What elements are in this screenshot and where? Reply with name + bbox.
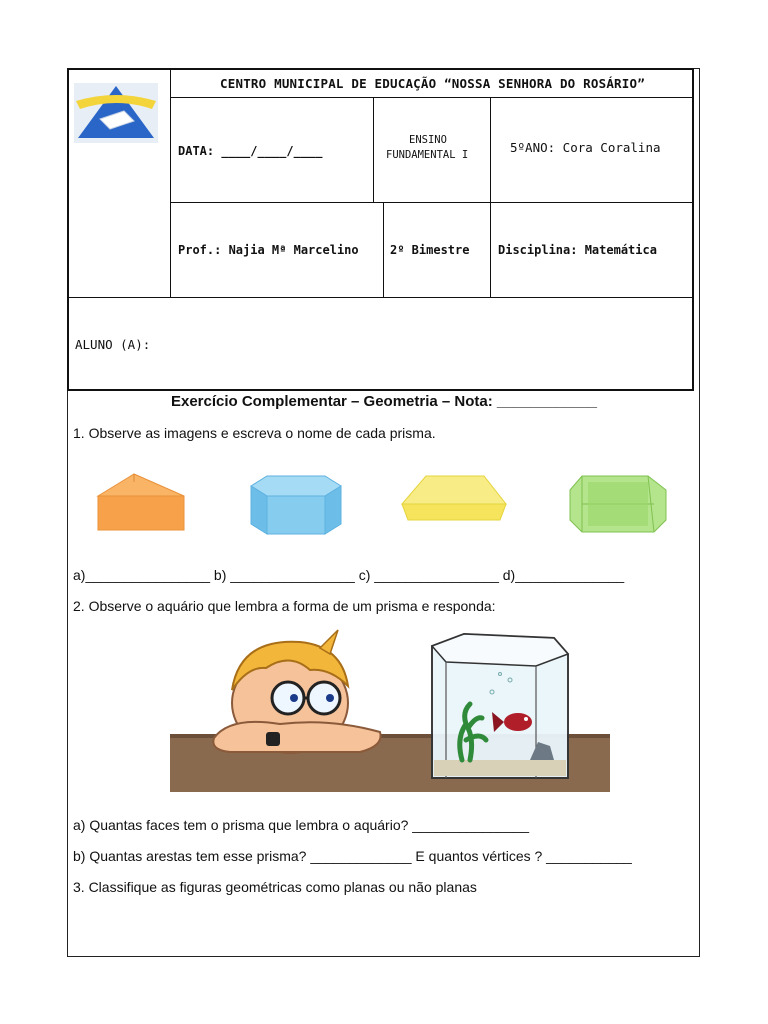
- question-2b[interactable]: b) Quantas arestas tem esse prisma? _____________ E quantos vértices ? ___________: [73, 848, 632, 864]
- date-field[interactable]: DATA: ____/____/____: [178, 144, 323, 158]
- student-cell[interactable]: [69, 297, 694, 391]
- worksheet-title: Exercício Complementar – Geometria – Nota: ____________: [170, 393, 598, 410]
- question-1-answers[interactable]: a)________________ b) ________________ c) ________________ d)______________: [73, 567, 625, 583]
- school-name: CENTRO MUNICIPAL DE EDUCAÇÃO “NOSSA SENHORA DO ROSÁRIO”: [170, 70, 694, 98]
- header-table: [67, 68, 694, 391]
- level-line1: ENSINO: [409, 134, 447, 146]
- level-line2: FUNDAMENTAL I: [386, 149, 469, 161]
- triangular-prism-image: [94, 472, 194, 534]
- hexagonal-prism-image: [566, 474, 670, 536]
- question-3: 3. Classifique as figuras geométricas como planas ou não planas: [73, 879, 477, 895]
- trapezoidal-prism-image: [400, 474, 510, 524]
- logo-cell: [69, 70, 171, 298]
- term-label: 2º Bimestre: [390, 243, 470, 257]
- question-1: 1. Observe as imagens e escreva o nome de cada prisma.: [73, 425, 436, 441]
- question-2: 2. Observe o aquário que lembra a forma de um prisma e responda:: [73, 598, 496, 614]
- subject-label: Disciplina: Matemática: [498, 243, 657, 257]
- boy-aquarium-illustration: [170, 628, 610, 798]
- school-logo-icon: [74, 83, 158, 143]
- teacher-label: Prof.: Najia Mª Marcelino: [178, 243, 359, 257]
- grade-label: 5ºANO: Cora Coralina: [510, 140, 661, 155]
- question-2a[interactable]: a) Quantas faces tem o prisma que lembra o aquário? _______________: [73, 817, 530, 833]
- pentagonal-prism-image: [247, 474, 347, 538]
- student-label: ALUNO (A):: [75, 337, 151, 352]
